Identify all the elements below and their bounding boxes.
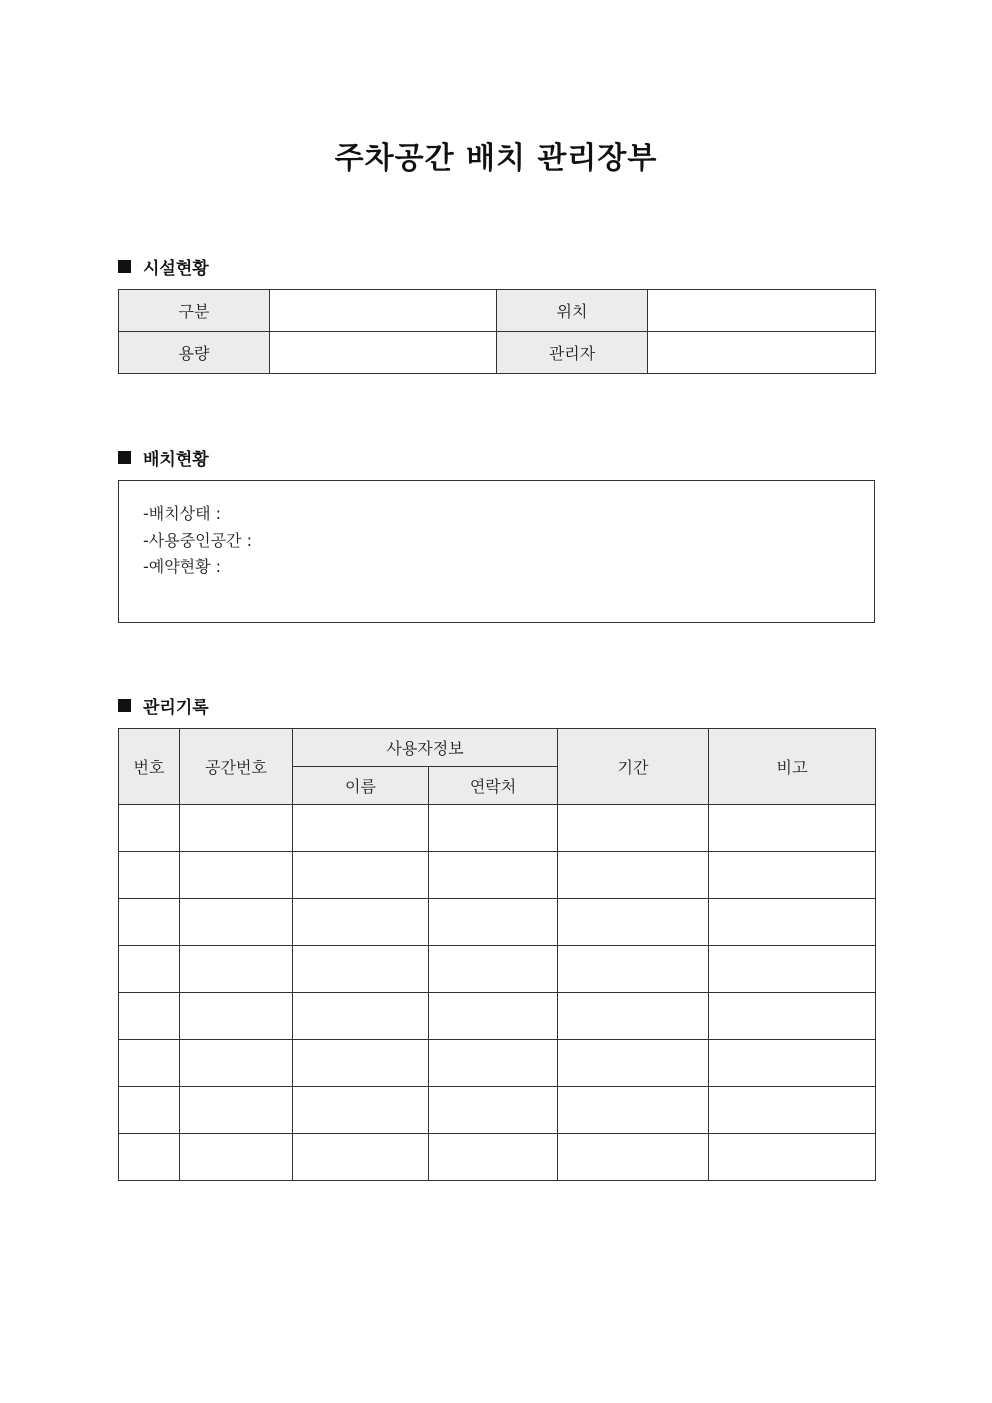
square-bullet-icon: [118, 451, 131, 464]
square-bullet-icon: [118, 699, 131, 712]
section-heading-placement: [118, 445, 209, 470]
cell-contact[interactable]: [429, 1040, 558, 1087]
cell-no[interactable]: [119, 805, 180, 852]
label-manager: 관리자: [497, 332, 648, 374]
cell-name[interactable]: [293, 946, 429, 993]
cell-period[interactable]: [558, 993, 709, 1040]
cell-note[interactable]: [709, 899, 876, 946]
cell-name[interactable]: [293, 1087, 429, 1134]
cell-period[interactable]: [558, 1040, 709, 1087]
col-header-space-no: 공간번호: [180, 729, 293, 805]
cell-space-no[interactable]: [180, 993, 293, 1040]
table-row: [119, 332, 876, 374]
cell-name[interactable]: [293, 852, 429, 899]
table-row: [119, 1040, 876, 1087]
label-category: 구분: [119, 290, 270, 332]
table-row: [119, 1087, 876, 1134]
table-header-row: [119, 729, 876, 767]
cell-no[interactable]: [119, 852, 180, 899]
field-location[interactable]: [648, 290, 876, 332]
cell-contact[interactable]: [429, 852, 558, 899]
cell-contact[interactable]: [429, 899, 558, 946]
cell-period[interactable]: [558, 946, 709, 993]
records-table: [118, 728, 876, 1181]
table-row: [119, 993, 876, 1040]
cell-period[interactable]: [558, 899, 709, 946]
cell-no[interactable]: [119, 1134, 180, 1181]
cell-note[interactable]: [709, 1134, 876, 1181]
col-header-note: 비고: [709, 729, 876, 805]
facility-table: [118, 289, 876, 374]
table-row: [119, 805, 876, 852]
cell-space-no[interactable]: [180, 1134, 293, 1181]
table-row: [119, 946, 876, 993]
cell-name[interactable]: [293, 899, 429, 946]
status-line-in-use: -사용중인공간 :: [143, 530, 252, 550]
cell-contact[interactable]: [429, 993, 558, 1040]
field-category[interactable]: [270, 290, 497, 332]
cell-period[interactable]: [558, 852, 709, 899]
status-line-placement: -배치상태 :: [143, 504, 222, 523]
field-capacity[interactable]: [270, 332, 497, 374]
col-header-user-info: 사용자정보: [293, 729, 558, 767]
col-header-name: 이름: [293, 767, 429, 805]
cell-no[interactable]: [119, 946, 180, 993]
cell-name[interactable]: [293, 1134, 429, 1181]
cell-name[interactable]: [293, 993, 429, 1040]
cell-period[interactable]: [558, 1134, 709, 1181]
cell-space-no[interactable]: [180, 946, 293, 993]
table-row: [119, 852, 876, 899]
cell-name[interactable]: [293, 805, 429, 852]
table-row: [119, 1134, 876, 1181]
section-heading-label: 배치현황: [143, 450, 209, 470]
cell-contact[interactable]: [429, 1087, 558, 1134]
cell-no[interactable]: [119, 993, 180, 1040]
table-row: [119, 290, 876, 332]
cell-note[interactable]: [709, 946, 876, 993]
cell-no[interactable]: [119, 899, 180, 946]
square-bullet-icon: [118, 260, 131, 273]
cell-note[interactable]: [709, 805, 876, 852]
label-location: 위치: [497, 290, 648, 332]
status-line-reservation: -예약현황 :: [143, 557, 222, 576]
page-title: 주차공간 배치 관리장부: [334, 141, 658, 176]
cell-no[interactable]: [119, 1087, 180, 1134]
cell-contact[interactable]: [429, 946, 558, 993]
cell-contact[interactable]: [429, 1134, 558, 1181]
section-heading-label: 시설현황: [143, 259, 209, 279]
field-manager[interactable]: [648, 332, 876, 374]
cell-note[interactable]: [709, 1087, 876, 1134]
col-header-no: 번호: [119, 729, 180, 805]
section-heading-facility: [118, 254, 209, 279]
cell-no[interactable]: [119, 1040, 180, 1087]
cell-period[interactable]: [558, 1087, 709, 1134]
col-header-contact: 연락처: [429, 767, 558, 805]
cell-space-no[interactable]: [180, 1087, 293, 1134]
cell-space-no[interactable]: [180, 1040, 293, 1087]
placement-status-box[interactable]: [118, 480, 875, 623]
table-row: [119, 899, 876, 946]
cell-space-no[interactable]: [180, 852, 293, 899]
section-heading-records: [118, 693, 209, 718]
cell-note[interactable]: [709, 852, 876, 899]
label-capacity: 용량: [119, 332, 270, 374]
cell-note[interactable]: [709, 1040, 876, 1087]
cell-name[interactable]: [293, 1040, 429, 1087]
cell-period[interactable]: [558, 805, 709, 852]
cell-space-no[interactable]: [180, 805, 293, 852]
cell-contact[interactable]: [429, 805, 558, 852]
section-heading-label: 관리기록: [143, 698, 209, 718]
col-header-period: 기간: [558, 729, 709, 805]
placement-status-lines: [143, 501, 252, 581]
cell-space-no[interactable]: [180, 899, 293, 946]
records-body: [119, 805, 876, 1181]
cell-note[interactable]: [709, 993, 876, 1040]
